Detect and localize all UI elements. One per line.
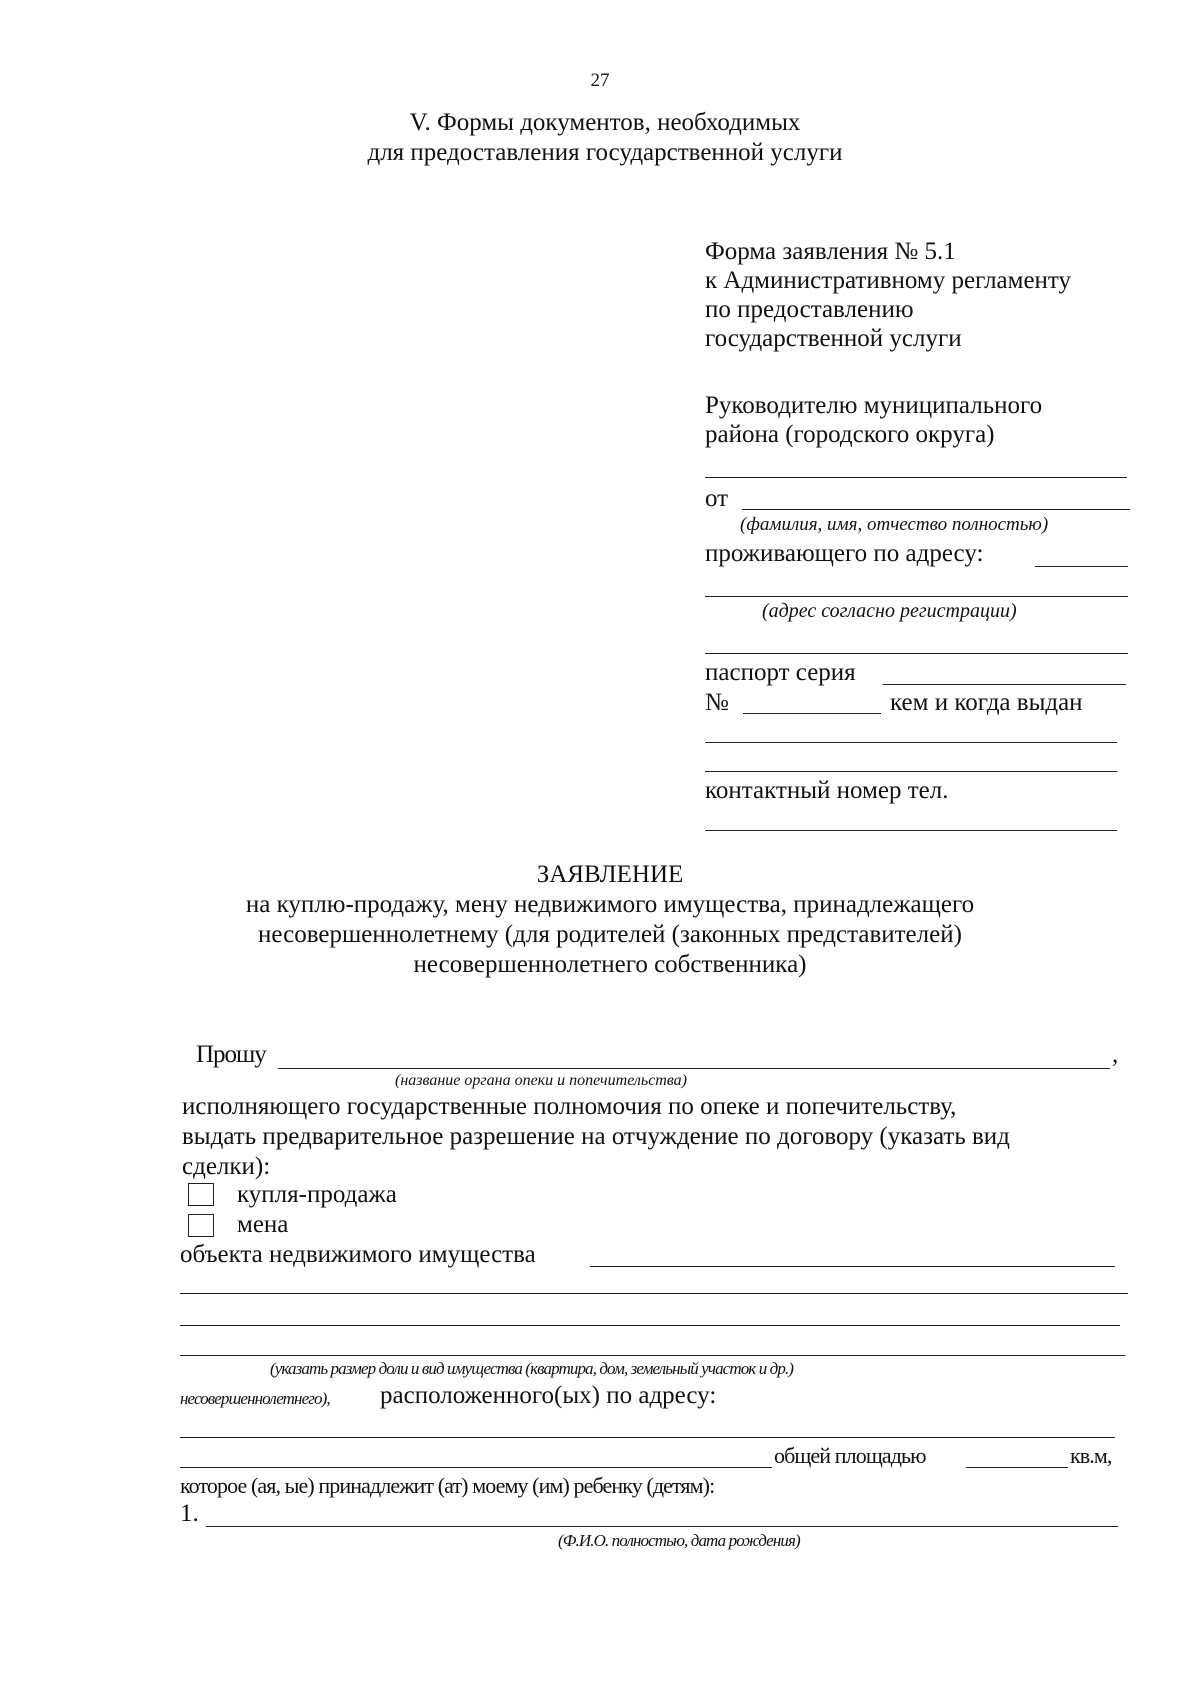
- phone-field-line[interactable]: [705, 830, 1117, 831]
- address-field-line-2[interactable]: [705, 653, 1128, 654]
- organ-hint: (название органа опеки и попечительства): [395, 1072, 688, 1089]
- address-line-1[interactable]: [180, 1437, 1115, 1438]
- statement-title: ЗАЯВЛЕНИЕ: [536, 861, 684, 888]
- phone-label: контактный номер тел.: [705, 777, 949, 804]
- child-hint: (Ф.И.О. полностью, дата рождения): [558, 1531, 800, 1550]
- request-comma: ,: [1112, 1041, 1119, 1068]
- form-header-line-4: государственной услуги: [705, 325, 962, 352]
- body-line-2: выдать предварительное разрешение на отчуждение по договору (указать вид: [182, 1123, 1010, 1150]
- property-line-4[interactable]: [180, 1355, 1125, 1356]
- section-title-line-1: V. Формы документов, необходимых: [409, 109, 801, 136]
- statement-line-1: на куплю-продажу, мену недвижимого имущества, принадлежащего: [245, 891, 975, 918]
- property-line-3[interactable]: [180, 1325, 1120, 1326]
- area-label: общей площадью: [774, 1443, 926, 1468]
- passport-number-field[interactable]: [743, 713, 881, 714]
- address-field-line[interactable]: [705, 596, 1128, 597]
- address-hint: (адрес согласно регистрации): [762, 600, 1017, 622]
- owner-line: которое (ая, ые) принадлежит (ат) моему (им) ребенку (детям):: [180, 1473, 715, 1498]
- checkbox-exchange[interactable]: [188, 1214, 214, 1237]
- located-label: расположенного(ых) по адресу:: [380, 1382, 717, 1409]
- from-label: от: [705, 485, 729, 512]
- property-line-2[interactable]: [180, 1293, 1128, 1294]
- address-line-2[interactable]: [180, 1467, 772, 1468]
- option-exchange-label: мена: [237, 1211, 289, 1238]
- statement-line-2: несовершеннолетнему (для родителей (законных представителей): [258, 921, 962, 948]
- form-header-line-1: Форма заявления № 5.1: [705, 238, 956, 265]
- minor-hint: несовершеннолетнего),: [180, 1389, 330, 1408]
- child-field-line[interactable]: [206, 1526, 1118, 1527]
- checkbox-sale[interactable]: [188, 1183, 214, 1206]
- section-title-line-2: для предоставления государственной услуги: [367, 139, 843, 166]
- issued-field-line-2[interactable]: [705, 771, 1117, 772]
- unit-label: кв.м,: [1070, 1443, 1112, 1468]
- form-header-line-2: к Административному регламенту: [705, 267, 1072, 294]
- passport-series-label: паспорт серия: [705, 659, 856, 686]
- addressee-line-1: Руководителю муниципального: [705, 392, 1043, 419]
- fio-hint: (фамилия, имя, отчество полностью): [740, 514, 1049, 535]
- form-header-line-3: по предоставлению: [705, 296, 914, 323]
- share-hint: (указать размер доли и вид имущества (квартира, дом, земельный участок и др.): [270, 1359, 794, 1378]
- page-number: 27: [590, 70, 610, 91]
- statement-line-3: несовершеннолетнего собственника): [413, 951, 807, 978]
- body-line-3: сделки):: [182, 1153, 271, 1180]
- issued-label: кем и когда выдан: [890, 689, 1083, 716]
- body-line-1: исполняющего государственные полномочия по опеке и попечительству,: [182, 1093, 957, 1120]
- addressee-line-2: района (городского округа): [705, 421, 995, 448]
- organ-field-line[interactable]: [278, 1068, 1110, 1069]
- fio-field-line[interactable]: [742, 509, 1130, 510]
- area-field-line[interactable]: [966, 1467, 1068, 1468]
- issued-field-line-1[interactable]: [705, 742, 1117, 743]
- residence-label: проживающего по адресу:: [705, 540, 984, 567]
- number-label: №: [705, 689, 729, 716]
- residence-field-line[interactable]: [1035, 566, 1128, 567]
- child-number: 1.: [180, 1500, 199, 1527]
- property-field-line[interactable]: [590, 1266, 1115, 1267]
- passport-series-field[interactable]: [883, 684, 1126, 685]
- option-sale-label: купля-продажа: [237, 1181, 397, 1208]
- addressee-blank-line[interactable]: [705, 477, 1127, 478]
- property-label: объекта недвижимого имущества: [180, 1241, 536, 1268]
- request-label: Прошу: [196, 1041, 266, 1068]
